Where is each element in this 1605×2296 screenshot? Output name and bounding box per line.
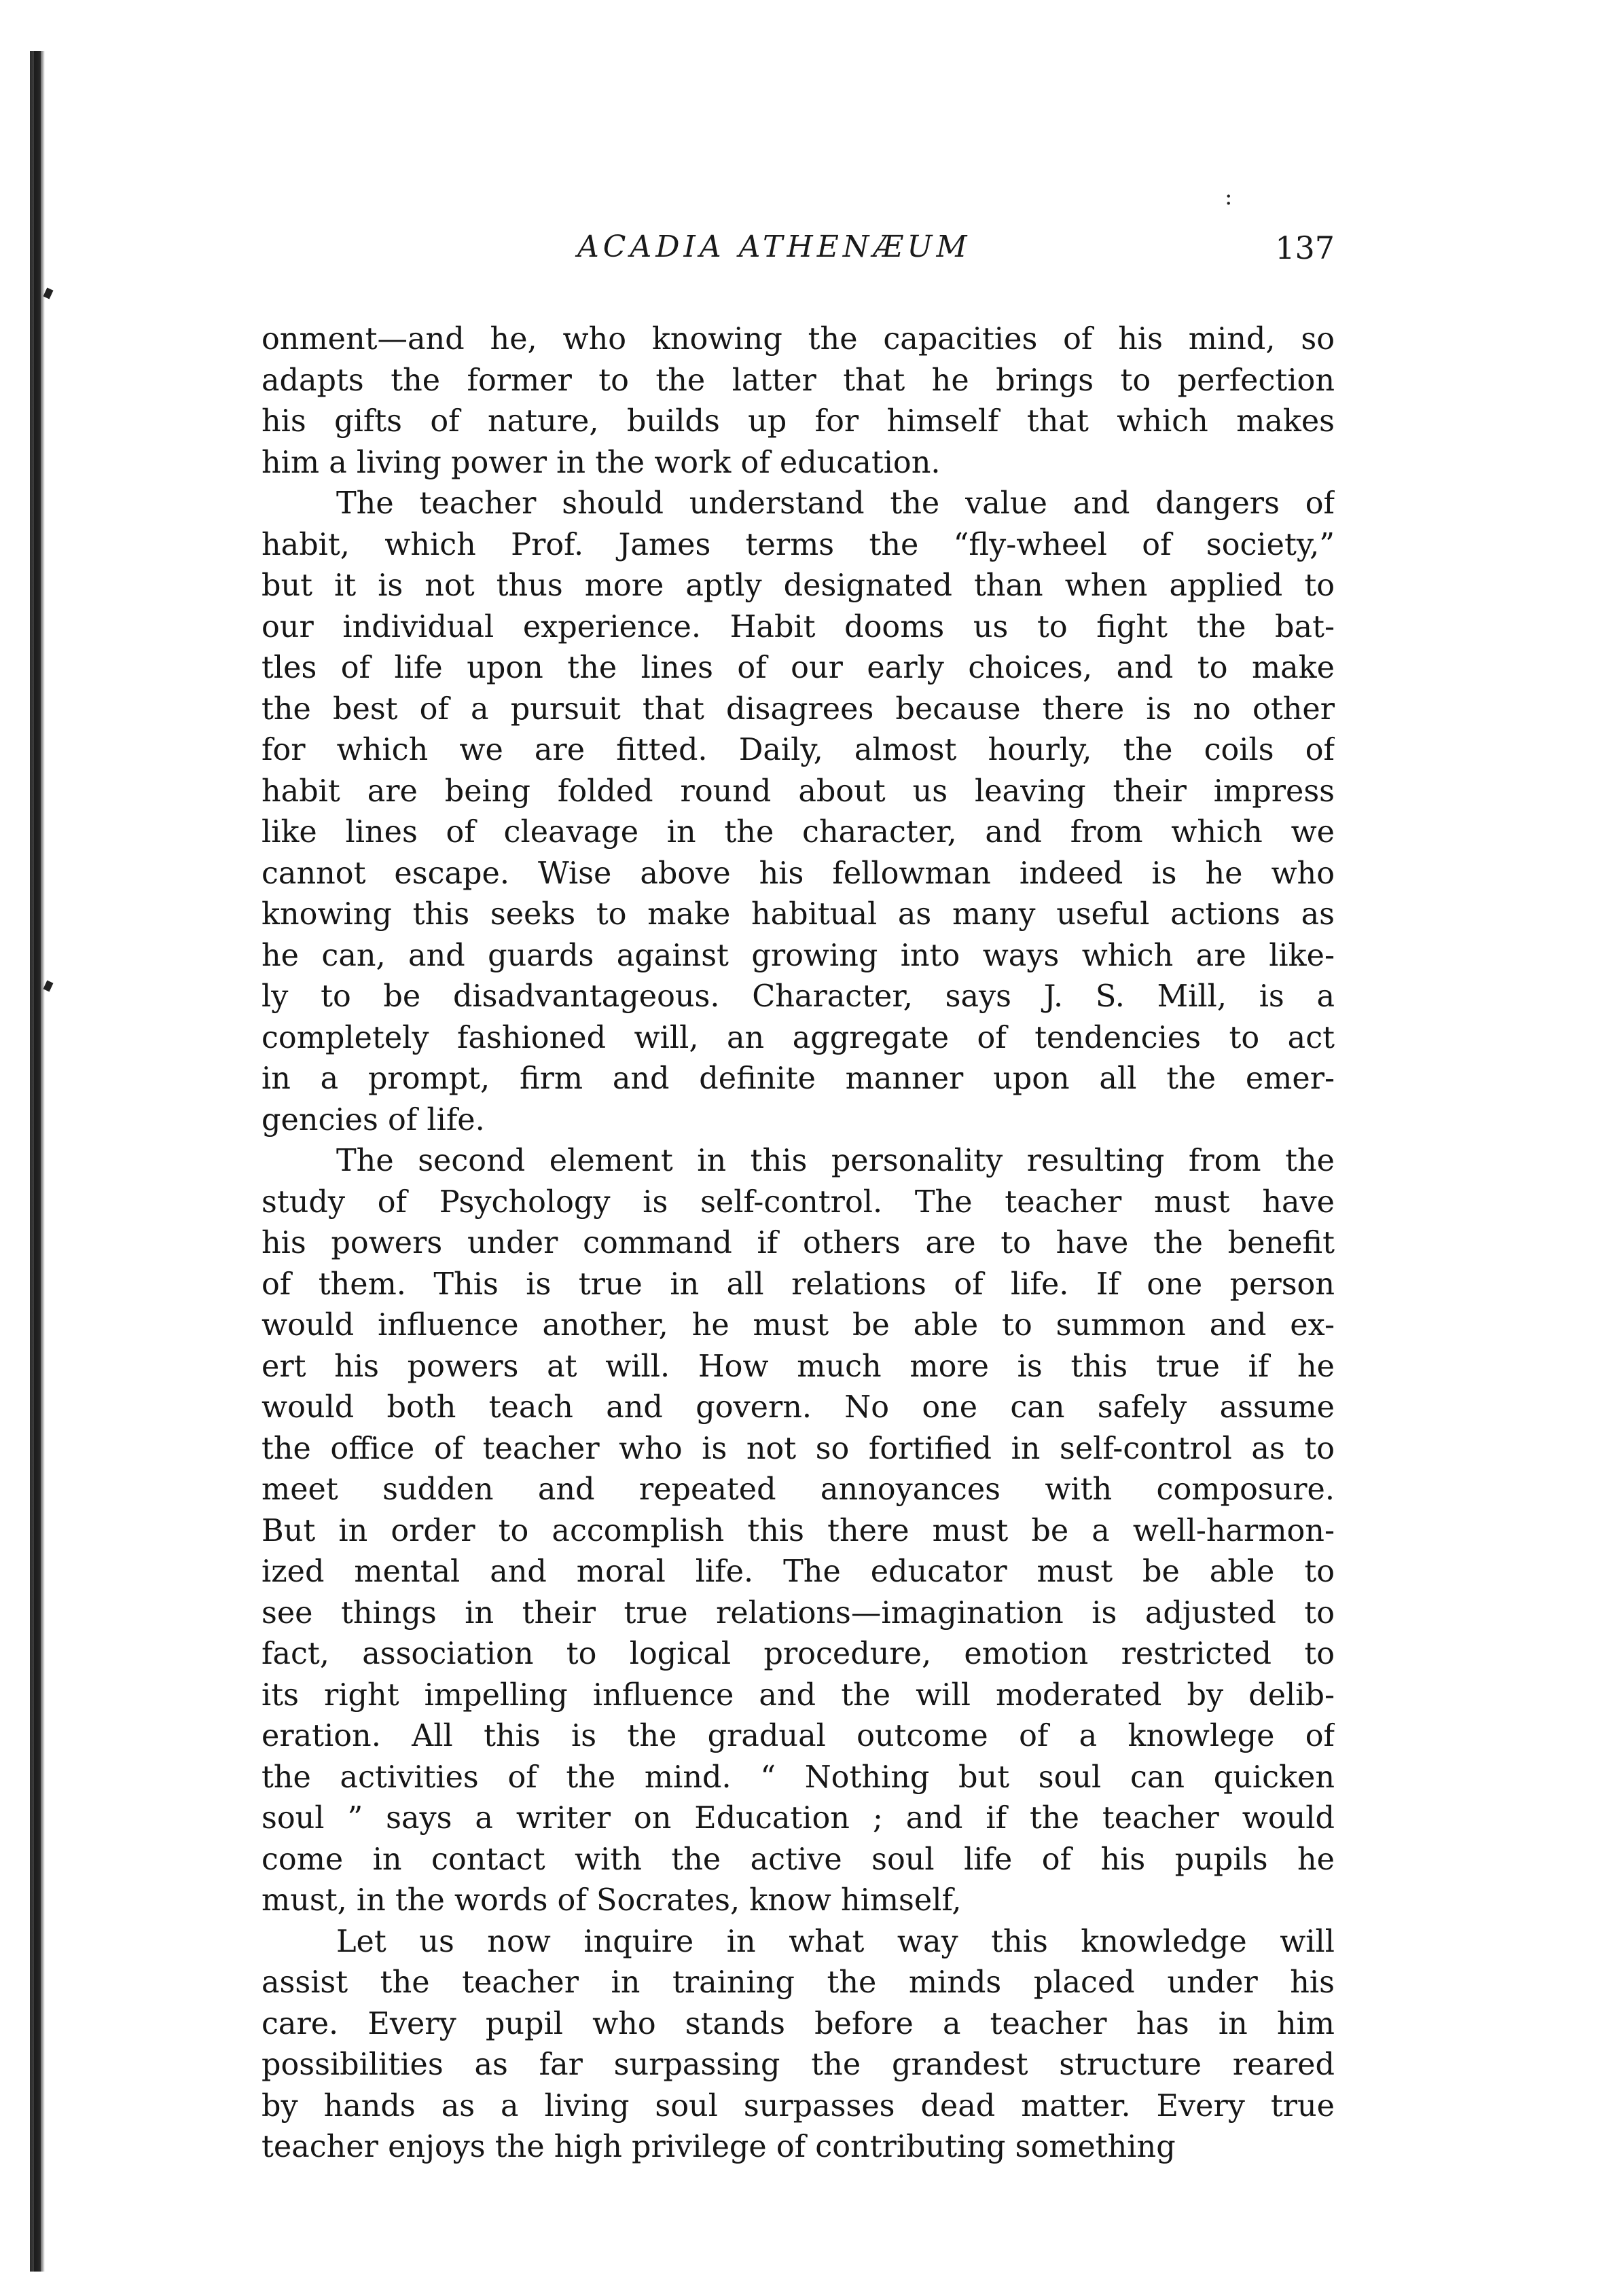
text-line: of them. This is true in all relations of life. If one person [262,1267,1335,1302]
paragraph [262,1922,1335,2168]
text-line: Let us now inquire in what way this knowledge will [336,1924,1335,1959]
text-line: completely fashioned will, an aggregate of tendencies to act [262,1020,1335,1055]
text-line: see things in their true relations—imagination is adjusted to [262,1595,1335,1630]
text-line: knowing this seeks to make habitual as many useful actions as [262,897,1335,932]
text-line: in a prompt, firm and definite manner upon all the emer- [262,1061,1335,1096]
text-line: study of Psychology is self-control. The teacher must have [262,1184,1335,1220]
text-line: habit, which Prof. James terms the “fly-wheel of society,” [262,527,1335,562]
text-line: eration. All this is the gradual outcome of a knowlege of [262,1719,1335,1753]
text-line: ly to be disadvantageous. Character, says J. S. Mill, is a [262,979,1335,1014]
running-title: ACADIA ATHENÆUM [577,230,971,264]
text-line: adapts the former to the latter that he brings to perfection [262,363,1335,398]
text-line: ert his powers at will. How much more is this true if he [262,1349,1335,1384]
text-line: habit are being folded round about us leaving their impress [262,773,1335,809]
text-line: cannot escape. Wise above his fellowman indeed is he who [262,856,1335,891]
text-line: soul ” says a writer on Education ; and if the teacher would [262,1801,1335,1836]
page-header [265,230,1335,270]
page-number: 137 [1275,230,1335,266]
paragraph [262,1141,1335,1922]
paragraph [262,484,1335,1141]
text-line: his gifts of nature, builds up for himself that which makes [262,404,1335,439]
text-line: by hands as a living soul surpasses dead matter. Every true [262,2088,1335,2124]
text-line: would both teach and govern. No one can safely assume [262,1390,1335,1425]
binding-edge [30,51,45,2272]
text-line: him a living power in the work of education. [262,445,941,480]
text-line: ized mental and moral life. The educator must be able to [262,1554,1335,1589]
text-line: teacher enjoys the high privilege of contributing something [262,2130,1176,2164]
text-line: but it is not thus more aptly designated than when applied to [262,568,1335,603]
text-line: tles of life upon the lines of our early choices, and to make [262,651,1335,685]
text-line: come in contact with the active soul life of his pupils he [262,1842,1335,1877]
text-line: for which we are fitted. Daily, almost hourly, the coils of [262,733,1335,767]
text-line: gencies of life. [262,1102,485,1137]
text-line: onment—and he, who knowing the capacities of his mind, so [262,322,1335,357]
text-line: fact, association to logical procedure, emotion restricted to [262,1637,1335,1671]
text-line: the office of teacher who is not so fortified in self-control as to [262,1431,1335,1466]
paragraph [262,319,1335,484]
text-line: The second element in this personality resulting from the [336,1144,1335,1178]
text-line: the activities of the mind. “ Nothing but soul can quicken [262,1760,1335,1795]
text-line: his powers under command if others are to have the benefit [262,1226,1335,1260]
text-line: must, in the words of Socrates, know himself, [262,1883,962,1918]
text-line: our individual experience. Habit dooms us to fight the bat- [262,609,1335,644]
article-body [262,319,1335,2168]
text-line: he can, and guards against growing into ways which are like- [262,938,1335,973]
text-line: meet sudden and repeated annoyances with composure. [262,1472,1335,1507]
margin-mark: : [1225,183,1233,211]
text-line: would influence another, he must be able to summon and ex- [262,1308,1335,1343]
text-line: care. Every pupil who stands before a teacher has in him [262,2006,1335,2041]
text-line: But in order to accomplish this there must be a well-harmon- [262,1513,1335,1548]
text-line: possibilities as far surpassing the grandest structure reared [262,2047,1335,2082]
text-line: the best of a pursuit that disagrees because there is no other [262,691,1335,727]
text-line: its right impelling influence and the will moderated by delib- [262,1677,1335,1713]
text-line: like lines of cleavage in the character, and from which we [262,815,1335,850]
text-line: assist the teacher in training the minds placed under his [262,1965,1335,2000]
text-line: The teacher should understand the value and dangers of [336,486,1335,521]
